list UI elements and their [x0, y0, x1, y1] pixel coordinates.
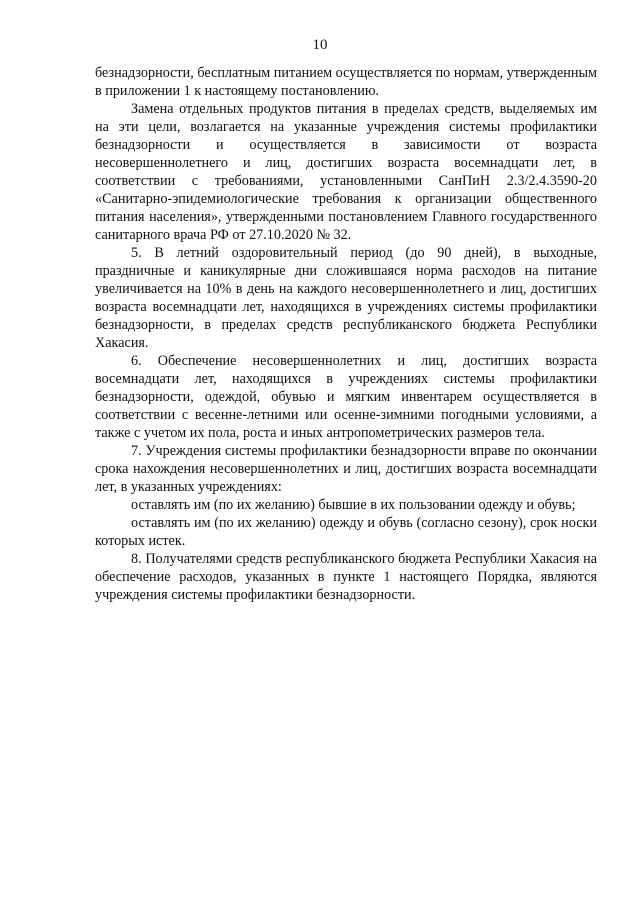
paragraph-product-replacement: Замена отдельных продуктов питания в пределах средств, выделяемых им на эти цели, возлагается на указанные учреждения системы профилактики безнадзорности и осуществляется в зависимости от возраста несовершеннолетнего и лиц, достигших возраста восемнадцати лет, в соответствии с требованиями, установленными СанПиН 2.3/2.4.3590-20 «Санитарно-эпидемиологические требования к организации общественного питания населения», утвержденными постановлением Главного государственного санитарного врача РФ от 27.10.2020 № 32.	[95, 101, 597, 243]
paragraph-item-7-sub-1: оставлять им (по их желанию) бывшие в их пользовании одежду и обувь;	[131, 497, 576, 513]
paragraph-item-8: 8. Получателями средств республиканского бюджета Республики Хакасия на обеспечение расходов, указанных в пункте 1 настоящего Порядка, являются учреждения системы профилактики безнадзорности.	[95, 551, 597, 603]
document-body	[95, 64, 597, 604]
paragraph-continuation: безнадзорности, бесплатным питанием осуществляется по нормам, утвержденным в приложении 1 к настоящему постановлению.	[95, 65, 597, 99]
paragraph-item-7: 7. Учреждения системы профилактики безнадзорности вправе по окончании срока нахождения несовершеннолетних и лиц, достигших возраста восемнадцати лет, в указанных учреждениях:	[95, 443, 597, 495]
paragraph-item-6: 6. Обеспечение несовершеннолетних и лиц, достигших возраста восемнадцати лет, находящихся в учреждениях системы профилактики безнадзорности, одеждой, обувью и мягким инвентарем осуществляется в соответствии с весенне-летними или осенне-зимними погодными условиями, а также с учетом их пола, роста и иных антропометрических размеров тела.	[95, 353, 597, 441]
paragraph-item-7-sub-2: оставлять им (по их желанию) одежду и обувь (согласно сезону), срок носки которых истек.	[95, 515, 597, 549]
paragraph-item-5: 5. В летний оздоровительный период (до 90 дней), в выходные, праздничные и каникулярные дни сложившаяся норма расходов на питание увеличивается на 10% в день на каждого несовершеннолетнего и лиц, достигших возраста восемнадцати лет, находящихся в учреждениях системы профилактики безнадзорности, в пределах средств республиканского бюджета Республики Хакасия.	[95, 245, 597, 351]
page-number: 10	[312, 37, 328, 53]
